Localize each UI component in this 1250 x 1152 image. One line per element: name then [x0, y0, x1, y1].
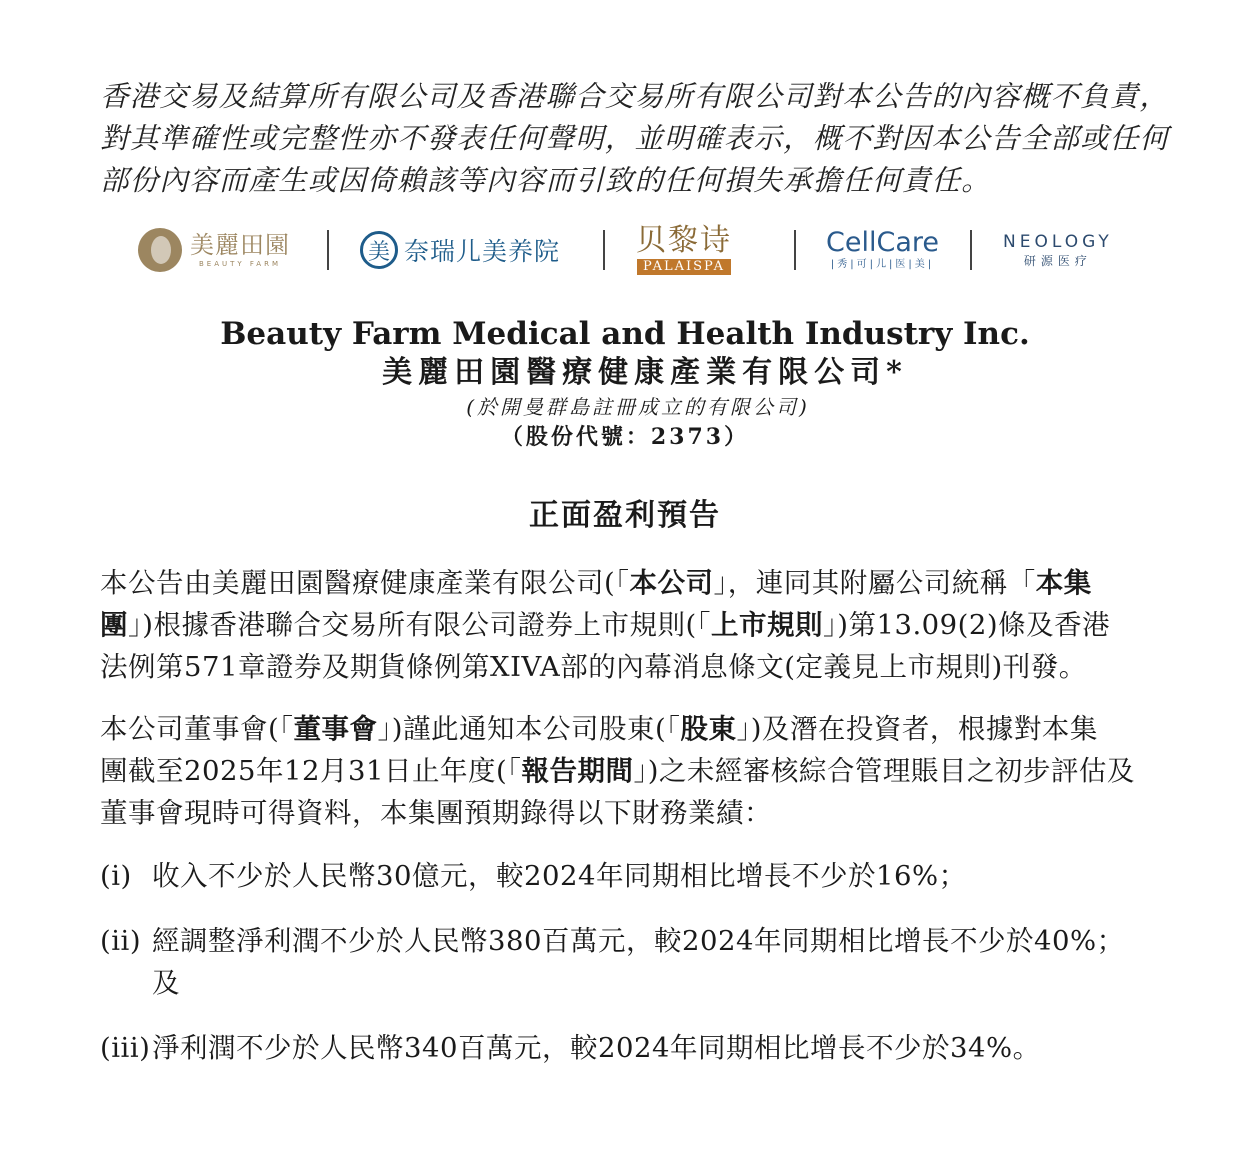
- list-item-number: (ii): [100, 925, 142, 957]
- palaispa-logo: [636, 222, 732, 278]
- neology-logo-cn: 研源医疗: [1023, 254, 1092, 268]
- defined-term: 本集: [1035, 567, 1092, 599]
- logo-divider: [327, 230, 329, 270]
- company-name-en: Beauty Farm Medical and Health Industry Inc.: [220, 316, 1030, 352]
- paragraph-line: 董事會現時可得資料，本集團預期錄得以下財務業績：: [100, 797, 772, 829]
- logo-divider: [603, 230, 605, 270]
- defined-term: 上市規則: [710, 609, 823, 641]
- beauty-farm-logo-en: BEAUTY FARM: [199, 260, 281, 268]
- company-name-cn: 美麗田園醫療健康產業有限公司*: [382, 355, 908, 390]
- beauty-farm-logo-cn: 美麗田園: [190, 231, 290, 259]
- logo-divider: [970, 230, 972, 270]
- disclaimer-line: 部份內容而產生或因倚賴該等內容而引致的任何損失承擔任何責任。: [100, 164, 992, 197]
- qinrui-logo: [360, 222, 560, 278]
- palaispa-logo-cn: 贝黎诗: [636, 223, 732, 258]
- cellcare-logo-cn: |秀|可|儿|医|美|: [830, 259, 935, 270]
- qinrui-emblem-icon: 美: [360, 231, 398, 269]
- paragraph-line: 本公司董事會(「董事會」)謹此通知本公司股東(「股東」)及潛在投資者，根據對本集: [100, 713, 1098, 745]
- paragraph-line: 本公告由美麗田園醫療健康產業有限公司(「本公司」，連同其附屬公司統稱「本集: [100, 567, 1092, 599]
- list-item-number: (iii): [100, 1032, 151, 1064]
- announcement-title: 正面盈利預告: [529, 498, 721, 533]
- paragraph-line: 法例第571章證券及期貨條例第XIVA部的內幕消息條文(定義見上市規則)刊發。: [100, 651, 1087, 683]
- defined-term: 本公司: [629, 567, 714, 599]
- list-item-text: 淨利潤不少於人民幣340百萬元，較2024年同期相比增長不少於34%。: [152, 1032, 1041, 1064]
- paragraph-line: 團」)根據香港聯合交易所有限公司證券上市規則(「上市規則」)第13.09(2)條及香港: [100, 609, 1111, 641]
- stock-code: （股份代號：2373）: [500, 424, 750, 450]
- defined-term: 報告期間: [521, 755, 634, 787]
- list-item-text: 收入不少於人民幣30億元，較2024年同期相比增長不少於16%；: [152, 860, 967, 892]
- palaispa-logo-en: PALAISPA: [637, 259, 731, 275]
- cellcare-logo: [826, 222, 939, 278]
- disclaimer-line: 對其準確性或完整性亦不發表任何聲明，並明確表示，概不對因本公告全部或任何: [100, 122, 1170, 155]
- list-item-text: 經調整淨利潤不少於人民幣380百萬元，較2024年同期相比增長不少於40%； 及: [152, 925, 1125, 999]
- defined-term: 股東: [680, 713, 737, 745]
- neology-logo-en: NEOLOGY: [1003, 232, 1113, 252]
- paragraph-line: 團截至2025年12月31日止年度(「報告期間」)之未經審核綜合管理賬目之初步評估及: [100, 755, 1135, 787]
- beauty-farm-emblem-icon: [138, 228, 182, 272]
- list-item-number: (i): [100, 860, 132, 892]
- defined-term: 團: [100, 609, 128, 641]
- incorporation-note: (於開曼群島註冊成立的有限公司): [466, 395, 810, 419]
- brand-logo-row: [0, 222, 1250, 278]
- beauty-farm-logo: [138, 222, 290, 278]
- paragraph-1: [100, 562, 1170, 688]
- disclaimer-line: 香港交易及結算所有限公司及香港聯合交易所有限公司對本公告的內容概不負責，: [100, 80, 1170, 113]
- defined-term: 董事會: [293, 713, 378, 745]
- paragraph-2: [100, 708, 1170, 834]
- disclaimer: [100, 76, 1170, 202]
- cellcare-logo-en: CellCare: [826, 227, 939, 258]
- neology-logo: [1003, 222, 1113, 278]
- logo-divider: [794, 230, 796, 270]
- qinrui-logo-cn: 奈瑞儿美养院: [404, 237, 561, 266]
